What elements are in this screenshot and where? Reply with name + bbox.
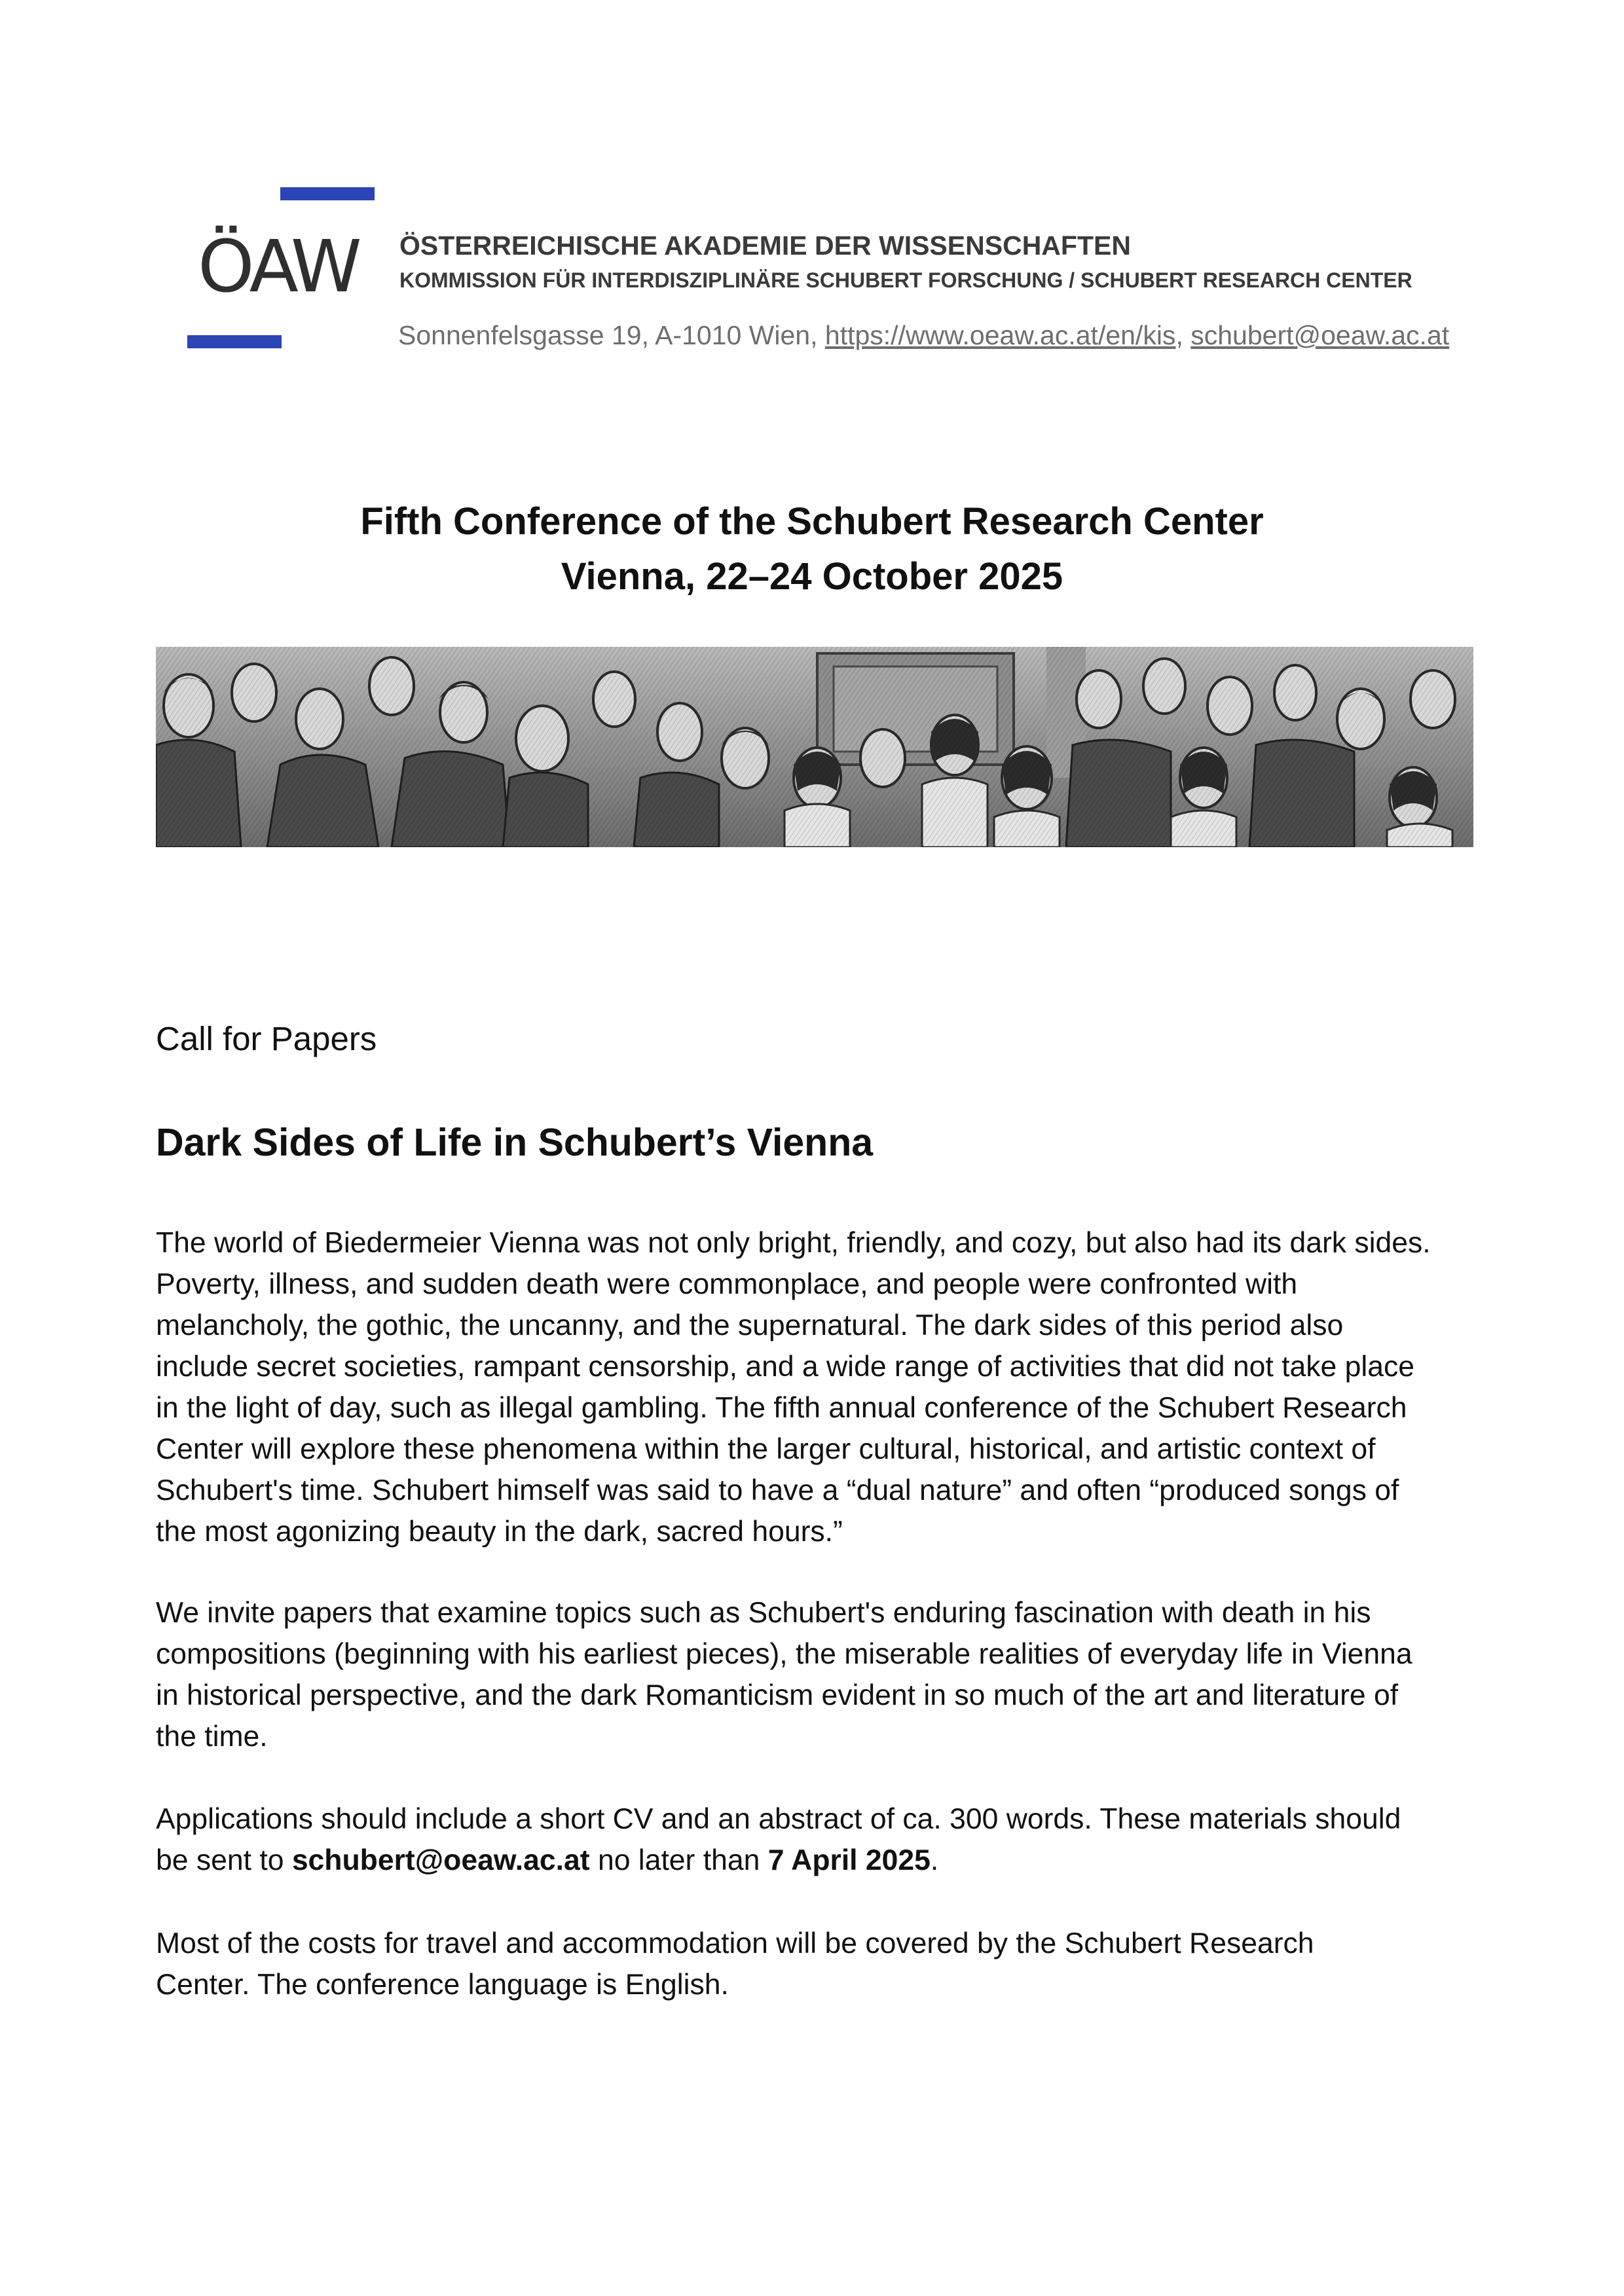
paragraph-line: Poverty, illness, and sudden death were commonplace, and people were confronted with — [156, 1268, 1298, 1300]
paragraph-line: include secret societies, rampant censorship, and a wide range of activities that did not take place — [156, 1351, 1414, 1383]
conference-title-line2: Vienna, 22–24 October 2025 — [561, 555, 1063, 598]
call-for-papers-label: Call for Papers — [156, 1020, 377, 1057]
paragraph-line: in the light of day, such as illegal gambling. The fifth annual conference of the Schubert Research — [156, 1392, 1407, 1424]
paragraph-line: We invite papers that examine topics such as Schubert's enduring fascination with death in his — [156, 1597, 1371, 1629]
application-paragraph — [156, 1798, 1479, 1881]
contact-line — [398, 319, 1449, 352]
paragraph-line: Applications should include a short CV and an abstract of ca. 300 words. These materials should — [156, 1803, 1401, 1835]
postal-address: Sonnenfelsgasse 19, A-1010 Wien, — [398, 320, 825, 350]
paragraph-line — [156, 1840, 1479, 1881]
organization-block — [399, 229, 1513, 295]
paragraph-line: melancholy, the gothic, the uncanny, and the supernatural. The dark sides of this period also — [156, 1309, 1344, 1341]
organization-subtitle: KOMMISSION FÜR INTERDISZIPLINÄRE SCHUBERT FORSCHUNG / SCHUBERT RESEARCH CENTER — [399, 268, 1412, 292]
logo-bar-bottom — [187, 335, 282, 348]
paragraph-line: the most agonizing beauty in the dark, sacred hours.” — [156, 1516, 843, 1548]
submission-text-suffix: . — [930, 1844, 939, 1876]
submission-text-prefix: be sent to — [156, 1844, 292, 1876]
engraving-banner-image — [156, 647, 1473, 847]
submission-email[interactable]: schubert@oeaw.ac.at — [291, 1844, 590, 1876]
conference-title-line1: Fifth Conference of the Schubert Research Center — [360, 500, 1264, 543]
paragraph-line: in historical perspective, and the dark Romanticism evident in so much of the art and literature of — [156, 1679, 1399, 1711]
oeaw-logo — [187, 187, 377, 351]
paragraph-line: compositions (beginning with his earliest pieces), the miserable realities of everyday life in Vienna — [156, 1638, 1412, 1670]
conference-title — [0, 494, 1624, 604]
submission-deadline: 7 April 2025 — [767, 1844, 931, 1876]
submission-text-middle: no later than — [589, 1844, 768, 1876]
logo-wordmark: ÖAW — [198, 225, 358, 308]
paragraph-line: Center. The conference language is English. — [156, 1969, 729, 2001]
paragraph-line: Most of the costs for travel and accommodation will be covered by the Schubert Research — [156, 1927, 1314, 1959]
paragraph-line: Center will explore these phenomena within the larger cultural, historical, and artistic context of — [156, 1433, 1376, 1465]
paragraph-line: the time. — [156, 1721, 268, 1753]
intro-paragraph — [156, 1222, 1479, 1552]
logo-bar-top — [280, 187, 375, 200]
topics-paragraph — [156, 1592, 1479, 1757]
email-link[interactable]: schubert@oeaw.ac.at — [1190, 320, 1450, 350]
theme-heading: Dark Sides of Life in Schubert’s Vienna — [156, 1121, 874, 1164]
paragraph-line: The world of Biedermeier Vienna was not only bright, friendly, and cozy, but also had its dark sides. — [156, 1227, 1431, 1259]
contact-separator: , — [1175, 320, 1191, 350]
website-link[interactable]: https://www.oeaw.ac.at/en/kis — [824, 320, 1176, 350]
costs-paragraph — [156, 1923, 1479, 2005]
paragraph-line: Schubert's time. Schubert himself was said to have a “dual nature” and often “produced songs of — [156, 1474, 1399, 1506]
organization-name: ÖSTERREICHISCHE AKADEMIE DER WISSENSCHAFTEN — [399, 230, 1131, 261]
